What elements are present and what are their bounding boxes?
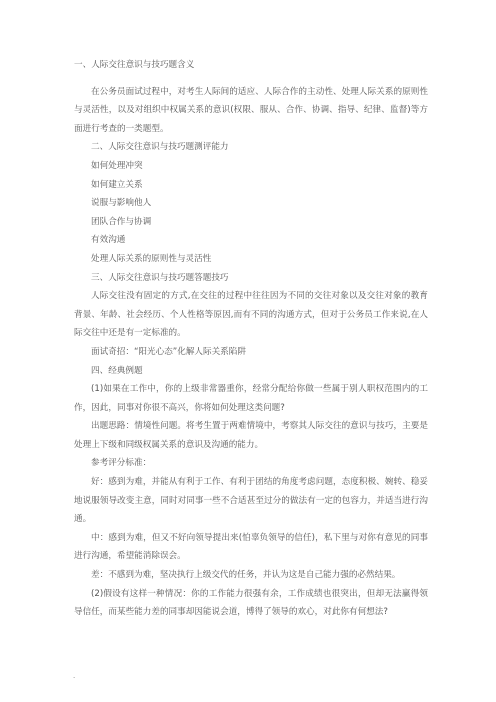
heading-abilities: 二、人际交往意识与技巧题测评能力 bbox=[91, 142, 229, 153]
grade-good: 好：感到为难，并能从有利于工作、有利于团结的角度考虑问题，态度积极、婉转、稳妥地说服领导改变主意，同时对同事一些不合适甚至过分的做法有一定的包容力，并适当进行沟通。 bbox=[74, 477, 428, 525]
ability-item: 有效沟通 bbox=[91, 235, 126, 246]
heading-examples: 四、经典例题 bbox=[91, 365, 143, 376]
grade-medium: 中：感到为难，但又不好向领导提出来(怕辜负领导的信任)，私下里与对你有意见的同事进行沟通，希望能消除误会。 bbox=[74, 532, 428, 562]
paragraph-definition: 在公务员面试过程中，对考生人际间的适应、人际合作的主动性、处理人际关系的原则性与灵活性，以及对组织中权属关系的意识(权限、服从、合作、协调、指导、纪律、监督)等方面进行考查的一类题型。 bbox=[74, 86, 428, 134]
question-two: (2)假设有这样一种情况：你的工作能力很强有余，工作成绩也很突出，但却无法赢得领导信任，而某些能力差的同事却因能说会道，博得了领导的欢心，对此你有何想法? bbox=[74, 588, 428, 618]
ability-item: 说服与影响他人 bbox=[91, 198, 152, 209]
grade-poor: 差：不感到为难，坚决执行上级交代的任务，并认为这是自己能力强的必然结果。 bbox=[91, 570, 401, 581]
criteria-title: 参考评分标准： bbox=[91, 458, 152, 469]
ability-item: 处理人际关系的原则性与灵活性 bbox=[91, 253, 212, 264]
ability-item: 如何建立关系 bbox=[91, 179, 143, 190]
question-one: (1)如果在工作中，你的上级非常器重你，经常分配给你做一些属于别人职权范围内的工作，因此，同事对你很不高兴，你将如何处理这类问题? bbox=[74, 384, 428, 413]
heading-skills: 三、人际交往意识与技巧题答题技巧 bbox=[91, 272, 229, 283]
heading-meaning: 一、人际交往意识与技巧题含义 bbox=[74, 60, 195, 70]
paragraph-tip: 面试奇招：“阳光心态”化解人际关系陷阱 bbox=[91, 346, 246, 357]
ability-item: 如何处理冲突 bbox=[91, 160, 143, 171]
ability-item: 团队合作与协调 bbox=[91, 216, 152, 227]
question-analysis: 出题思路：情境性问题。将考生置于两难情境中，考察其人际交往的意识与技巧，主要是处理上下级和同级权属关系的意识及沟通的能力。 bbox=[74, 421, 428, 450]
paragraph-skills: 人际交往没有固定的方式,在交往的过程中往往因为不同的交往对象以及交往对象的教育背景、年龄、社会经历、个人性格等原因,而有不同的沟通方式，但对于公务员工作来说,在人际交往中还是有一定标准的。 bbox=[74, 291, 428, 339]
document-body bbox=[74, 56, 428, 622]
page-footer-mark: . bbox=[73, 672, 76, 680]
